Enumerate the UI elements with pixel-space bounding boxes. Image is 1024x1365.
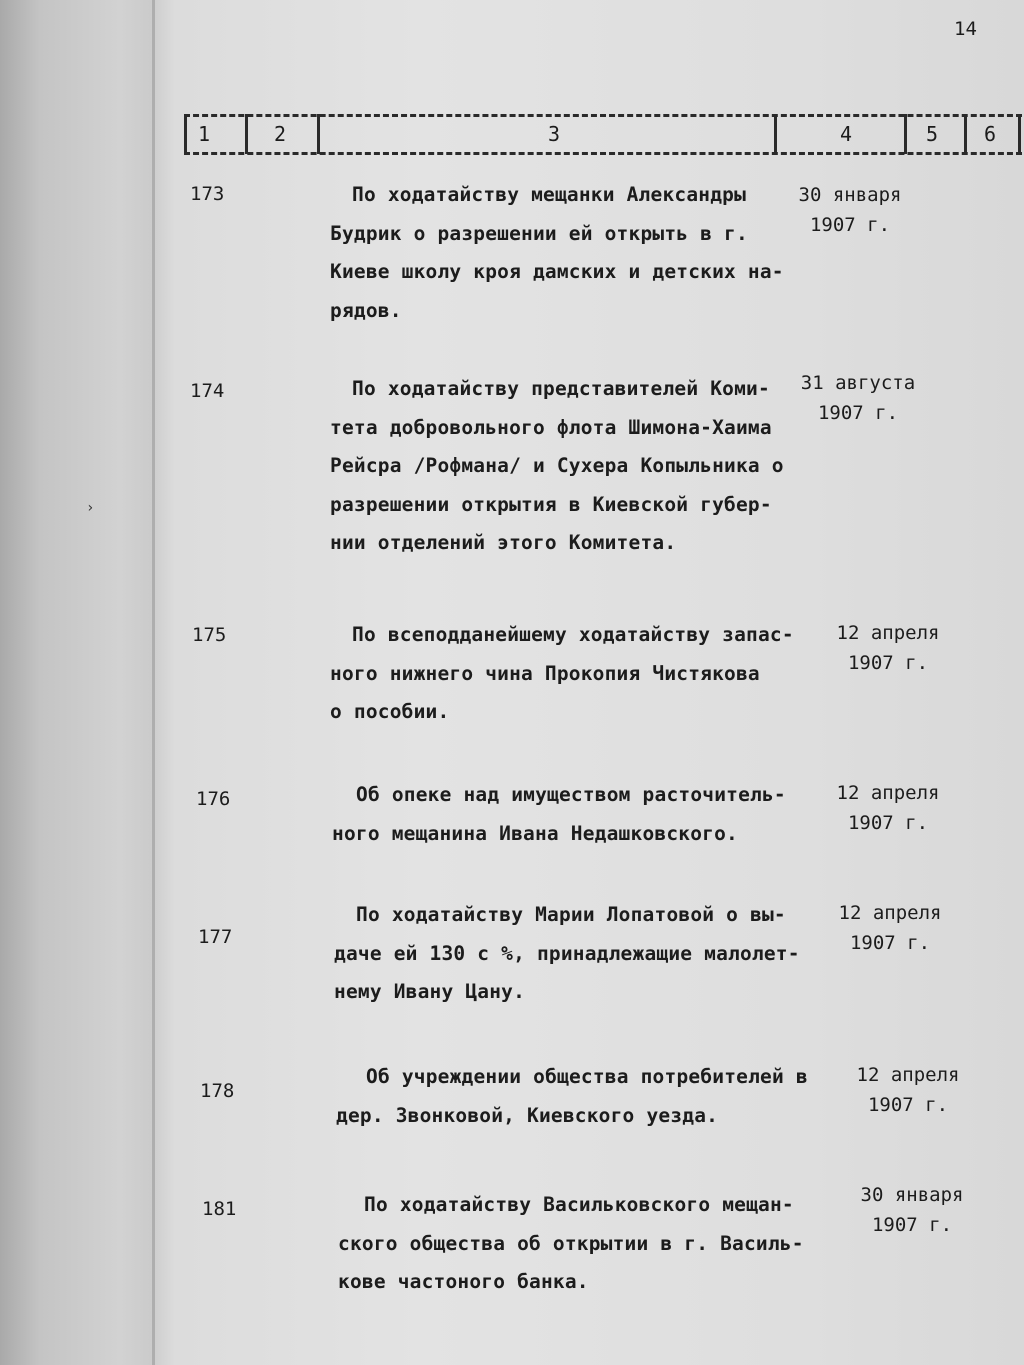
entry-number: 174 [190,380,225,402]
column-number-2: 2 [274,122,287,146]
entry-date: 12 апреля 1907 г. [836,782,940,834]
entry-number: 175 [192,624,227,646]
entry-description: По всеподданейшему ходатайству запас- ного нижнего чина Прокопия Чистякова о пособии. [330,623,794,723]
column-number-6: 6 [984,122,997,146]
entry-description: По ходатайству мещанки Александры Будрик о разрешении ей открыть в г. Киеве школу кроя дамских и детских на- рядов. [330,183,784,322]
binding-shadow [152,0,155,1365]
entry-date: 30 января 1907 г. [860,1184,964,1236]
entry-number: 178 [200,1080,235,1102]
entry-description: Об учреждении общества потребителей в дер. Звонковой, Киевского уезда. [336,1065,808,1127]
header-divider [184,114,187,154]
header-divider [904,114,907,154]
page-number: 14 [954,18,977,40]
header-top-rule [184,114,1022,117]
header-divider [774,114,777,154]
entry-description: По ходатайству представителей Коми- тета добровольного флота Шимона-Хаима Рейсра /Рофмана/ и Сухера Копыльника о разрешении открытия в Киевской губер- нии отделений этого Комитета. [330,377,784,554]
table-header [184,110,1022,160]
header-divider [964,114,967,154]
column-number-3: 3 [548,122,561,146]
column-number-5: 5 [926,122,939,146]
entry-number: 177 [198,926,233,948]
header-divider [245,114,248,154]
entry-description: По ходатайству Васильковского мещан- ского общества об открытии в г. Василь- кове частоного банка. [338,1193,804,1293]
entry-date: 30 января 1907 г. [798,184,902,236]
column-number-1: 1 [198,122,211,146]
entry-number: 173 [190,183,225,205]
entry-description: Об опеке над имуществом расточитель- ного мещанина Ивана Недашковского. [332,783,786,845]
entry-description: По ходатайству Марии Лопатовой о вы- даче ей 130 с %, принадлежащие малолет- нему Ивану Цану. [334,903,800,1003]
entry-number: 181 [202,1198,237,1220]
header-divider [317,114,320,154]
header-divider [1018,114,1021,154]
entry-date: 12 апреля 1907 г. [856,1064,960,1116]
column-number-4: 4 [840,122,853,146]
entry-date: 12 апреля 1907 г. [836,622,940,674]
entry-date: 31 августа 1907 г. [800,372,916,424]
margin-mark: › [86,500,95,516]
header-bottom-rule [184,152,1022,155]
entry-number: 176 [196,788,231,810]
entry-date: 12 апреля 1907 г. [838,902,942,954]
